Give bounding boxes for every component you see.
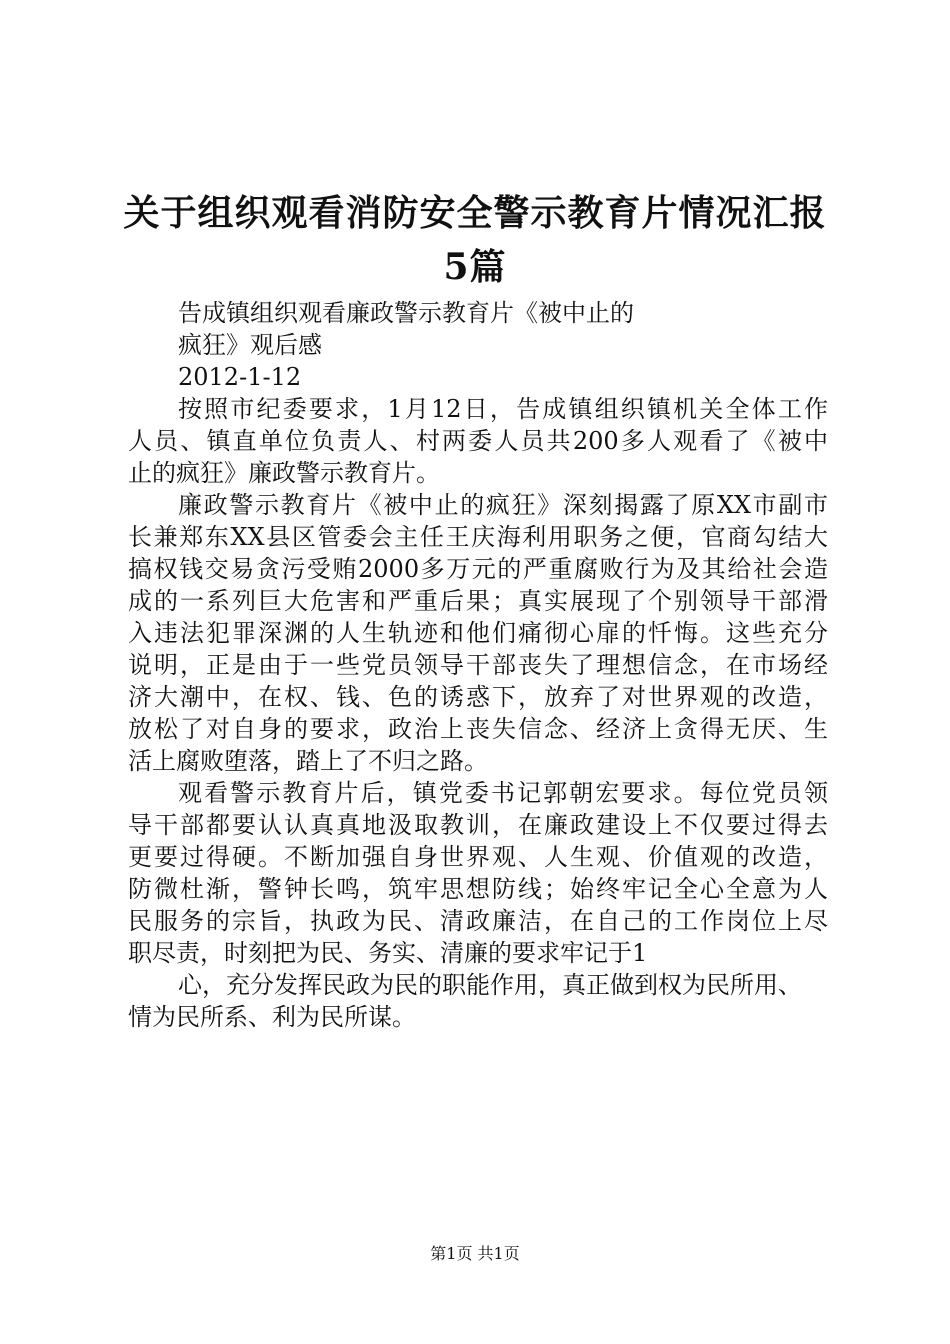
- page-footer: 第1页 共1页: [430, 1244, 520, 1263]
- document-date: 2012-1-12: [178, 363, 302, 391]
- paragraph-line: 止的疯狂》廉政警示教育片。: [128, 459, 440, 487]
- paragraph-line: 心，充分发挥民政为民的职能作用，真正做到权为民所用、: [178, 971, 802, 999]
- paragraph-line: 放松了对自身的要求，政治上丧失信念、经济上贪得无厌、生: [128, 715, 828, 743]
- paragraph-line: 长兼郑东XX县区管委会主任王庆海利用职务之便，官商勾结大: [128, 523, 828, 551]
- paragraph: [128, 969, 828, 1033]
- paragraph-line: 廉政警示教育片《被中止的疯狂》深刻揭露了原XX市副市: [178, 491, 828, 519]
- paragraph-line: 说明，正是由于一些党员领导干部丧失了理想信念，在市场经: [128, 651, 828, 679]
- paragraph: [128, 489, 828, 777]
- document-title: 关于组织观看消防安全警示教育片情况汇报5篇: [123, 192, 827, 288]
- paragraph-line: 观看警示教育片后，镇党委书记郭朝宏要求。每位党员领: [178, 779, 828, 807]
- subtitle-line: 疯狂》观后感: [178, 331, 322, 359]
- paragraph-line: 防微杜渐，警钟长鸣，筑牢思想防线；始终牢记全心全意为人: [128, 875, 828, 903]
- paragraph-line: 人员、镇直单位负责人、村两委人员共200多人观看了《被中: [128, 427, 828, 455]
- subtitle-line: 告成镇组织观看廉政警示教育片《被中止的: [178, 299, 634, 327]
- paragraph-line: 济大潮中，在权、钱、色的诱惑下，放弃了对世界观的改造，: [128, 683, 828, 711]
- document-body: [128, 297, 828, 1033]
- paragraph-line: 按照市纪委要求，1月12日，告成镇组织镇机关全体工作: [178, 395, 828, 423]
- paragraph-line: 成的一系列巨大危害和严重后果；真实展现了个别领导干部滑: [128, 587, 828, 615]
- paragraph-line: 更要过得硬。不断加强自身世界观、人生观、价值观的改造，: [128, 843, 828, 871]
- paragraph-line: 入违法犯罪深渊的人生轨迹和他们痛彻心扉的忏悔。这些充分: [128, 619, 828, 647]
- paragraph-line: 民服务的宗旨，执政为民、清政廉洁，在自己的工作岗位上尽: [128, 907, 828, 935]
- paragraph-line: 情为民所系、利为民所谋。: [128, 1003, 416, 1031]
- paragraph: [128, 777, 828, 969]
- paragraph-line: 活上腐败堕落，踏上了不归之路。: [128, 747, 488, 775]
- paragraph-line: 职尽责，时刻把为民、务实、清廉的要求牢记于1: [128, 939, 648, 967]
- paragraph-line: 搞权钱交易贪污受贿2000多万元的严重腐败行为及其给社会造: [128, 555, 828, 583]
- paragraph-line: 导干部都要认认真真地汲取教训，在廉政建设上不仅要过得去: [128, 811, 828, 839]
- paragraph: [128, 393, 828, 489]
